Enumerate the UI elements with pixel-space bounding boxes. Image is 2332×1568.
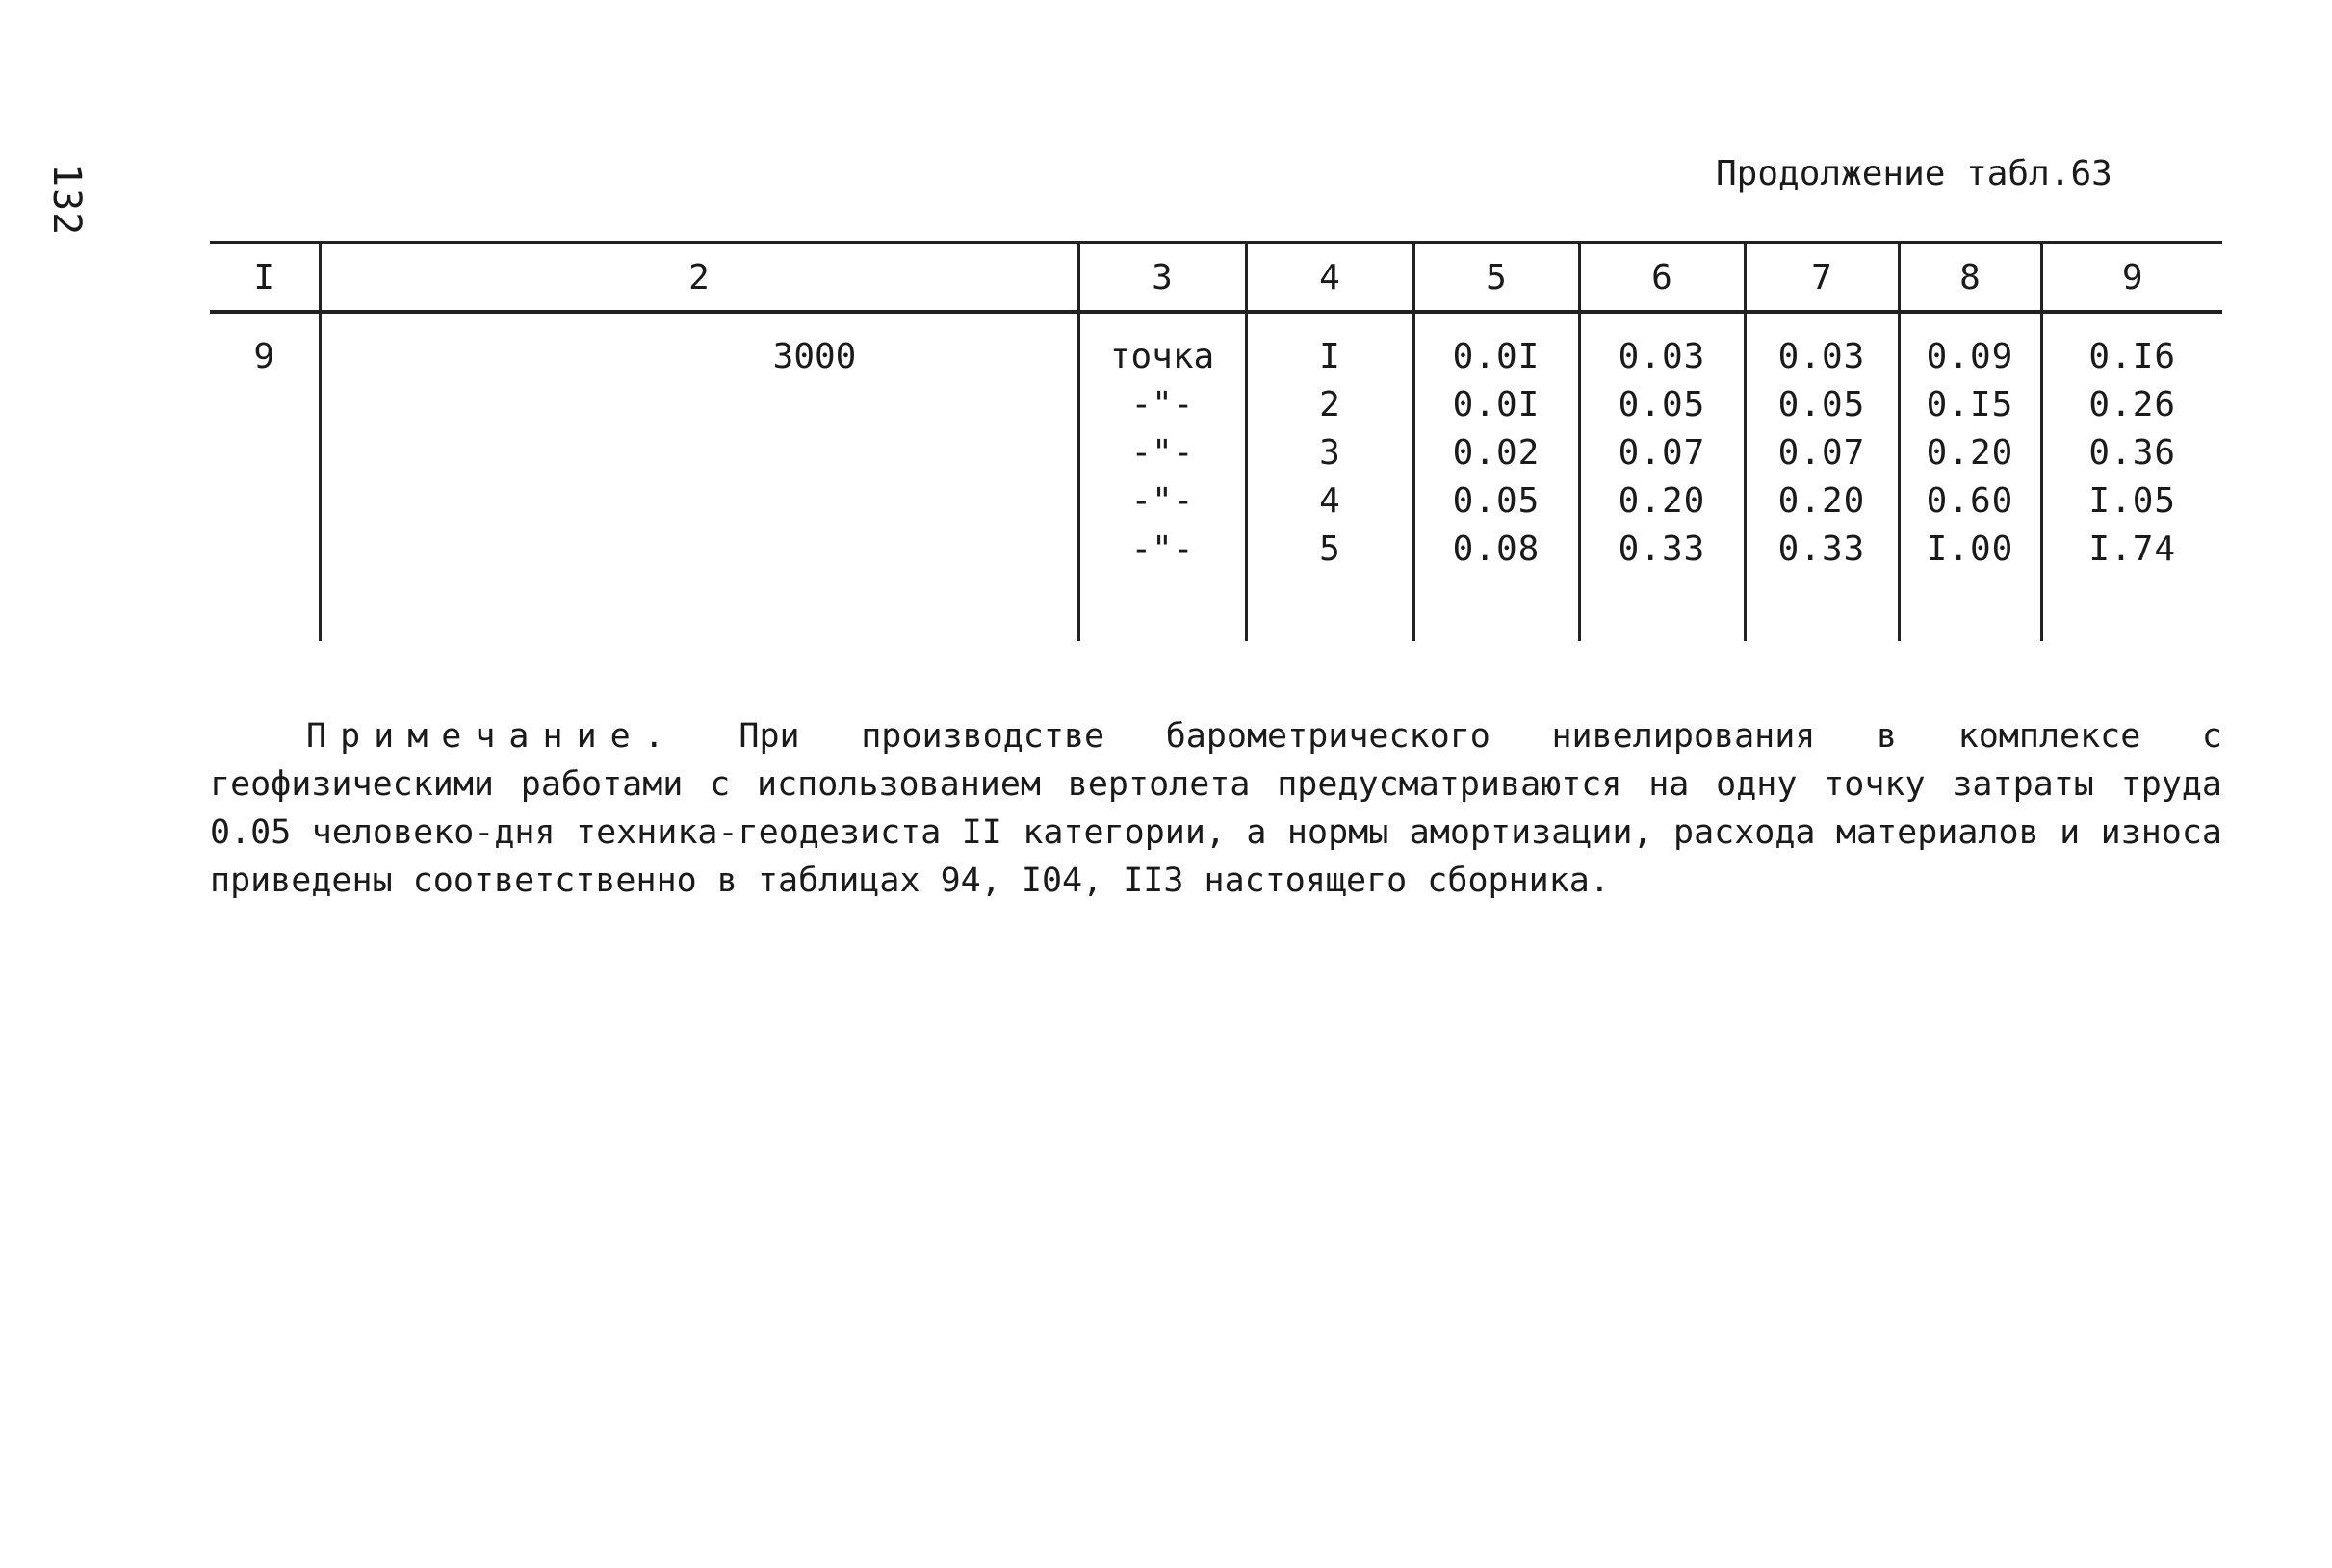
table-cell [320, 429, 1078, 477]
table-cell [320, 574, 1078, 641]
table-cell [1745, 574, 1899, 641]
table-cell: I.74 [2041, 526, 2222, 574]
table-cell: 0.0I [1413, 312, 1579, 381]
table-cell [210, 526, 320, 574]
table-cell: 0.07 [1745, 429, 1899, 477]
header-cell-8: 8 [1899, 243, 2041, 312]
header-cell-3: 3 [1078, 243, 1246, 312]
table-cell: 0.08 [1413, 526, 1579, 574]
header-row [210, 243, 2222, 312]
table-cell: 0.03 [1745, 312, 1899, 381]
table-cell [1078, 574, 1246, 641]
table-cell: 0.02 [1413, 429, 1579, 477]
table-cell [210, 429, 320, 477]
table-cell [1579, 574, 1745, 641]
table-cell: -"- [1078, 381, 1246, 429]
table-row [210, 526, 2222, 574]
table-row [210, 381, 2222, 429]
table-cell [1413, 574, 1579, 641]
table-cell [320, 381, 1078, 429]
note-heading: Примечание. [306, 717, 678, 756]
table-cell: 0.I5 [1899, 381, 2041, 429]
table-cell: -"- [1078, 526, 1246, 574]
header-cell-1: I [210, 243, 320, 312]
table-cell: 4 [1246, 477, 1413, 526]
table-cell: -"- [1078, 429, 1246, 477]
table-cell: 0.05 [1745, 381, 1899, 429]
table-cell: 0.07 [1579, 429, 1745, 477]
table-cell: 5 [1246, 526, 1413, 574]
table-cell [210, 381, 320, 429]
table-cell: 0.20 [1579, 477, 1745, 526]
table-cell: 0.03 [1579, 312, 1745, 381]
header-cell-6: 6 [1579, 243, 1745, 312]
note-text: При производстве барометрического нивелирования в комплексе с геофизическими работами с использованием вертолета предусматриваются на одну точку затраты труда 0.05 человеко-дня техника-геодезиста II категории, а нормы амортизации, расхода материалов и износа приведены соответственно в таблицах 94, I04, II3 настоящего сборника. [210, 717, 2222, 900]
header-cell-7: 7 [1745, 243, 1899, 312]
table-cell: 2 [1246, 381, 1413, 429]
table-row [210, 312, 2222, 381]
data-table [210, 241, 2222, 641]
table-cell [210, 477, 320, 526]
table-cell: 0.0I [1413, 381, 1579, 429]
table-cell: 0.36 [2041, 429, 2222, 477]
table-cell: I.05 [2041, 477, 2222, 526]
table-cell: I.00 [1899, 526, 2041, 574]
note-block [210, 712, 2222, 905]
table-cell: 0.I6 [2041, 312, 2222, 381]
table-filler-row [210, 574, 2222, 641]
header-cell-9: 9 [2041, 243, 2222, 312]
table-cell: 0.05 [1413, 477, 1579, 526]
table-cell [1899, 574, 2041, 641]
table-cell: 0.09 [1899, 312, 2041, 381]
page-number: 132 [44, 164, 89, 237]
table-cell [320, 477, 1078, 526]
header-cell-2: 2 [320, 243, 1078, 312]
table-cell: 0.20 [1899, 429, 2041, 477]
table-caption: Продолжение табл.63 [1716, 154, 2112, 193]
note-paragraph [210, 712, 2222, 905]
table-cell: 0.60 [1899, 477, 2041, 526]
table-row [210, 429, 2222, 477]
table-cell [2041, 574, 2222, 641]
table-cell: I [1246, 312, 1413, 381]
table-row [210, 477, 2222, 526]
table-cell: 9 [253, 337, 275, 376]
header-cell-5: 5 [1413, 243, 1579, 312]
header-cell-4: 4 [1246, 243, 1413, 312]
table-cell: 0.26 [2041, 381, 2222, 429]
data-table-container [210, 241, 2222, 626]
table-cell: 3 [1246, 429, 1413, 477]
table-cell: 3000 [320, 312, 1078, 381]
table-cell: 0.20 [1745, 477, 1899, 526]
table-cell [1246, 574, 1413, 641]
table-cell: точка [1078, 312, 1246, 381]
table-cell: 0.05 [1579, 381, 1745, 429]
table-cell: -"- [1078, 477, 1246, 526]
table-cell [210, 574, 320, 641]
table-cell: 0.33 [1745, 526, 1899, 574]
table-cell [320, 526, 1078, 574]
table-cell: 0.33 [1579, 526, 1745, 574]
